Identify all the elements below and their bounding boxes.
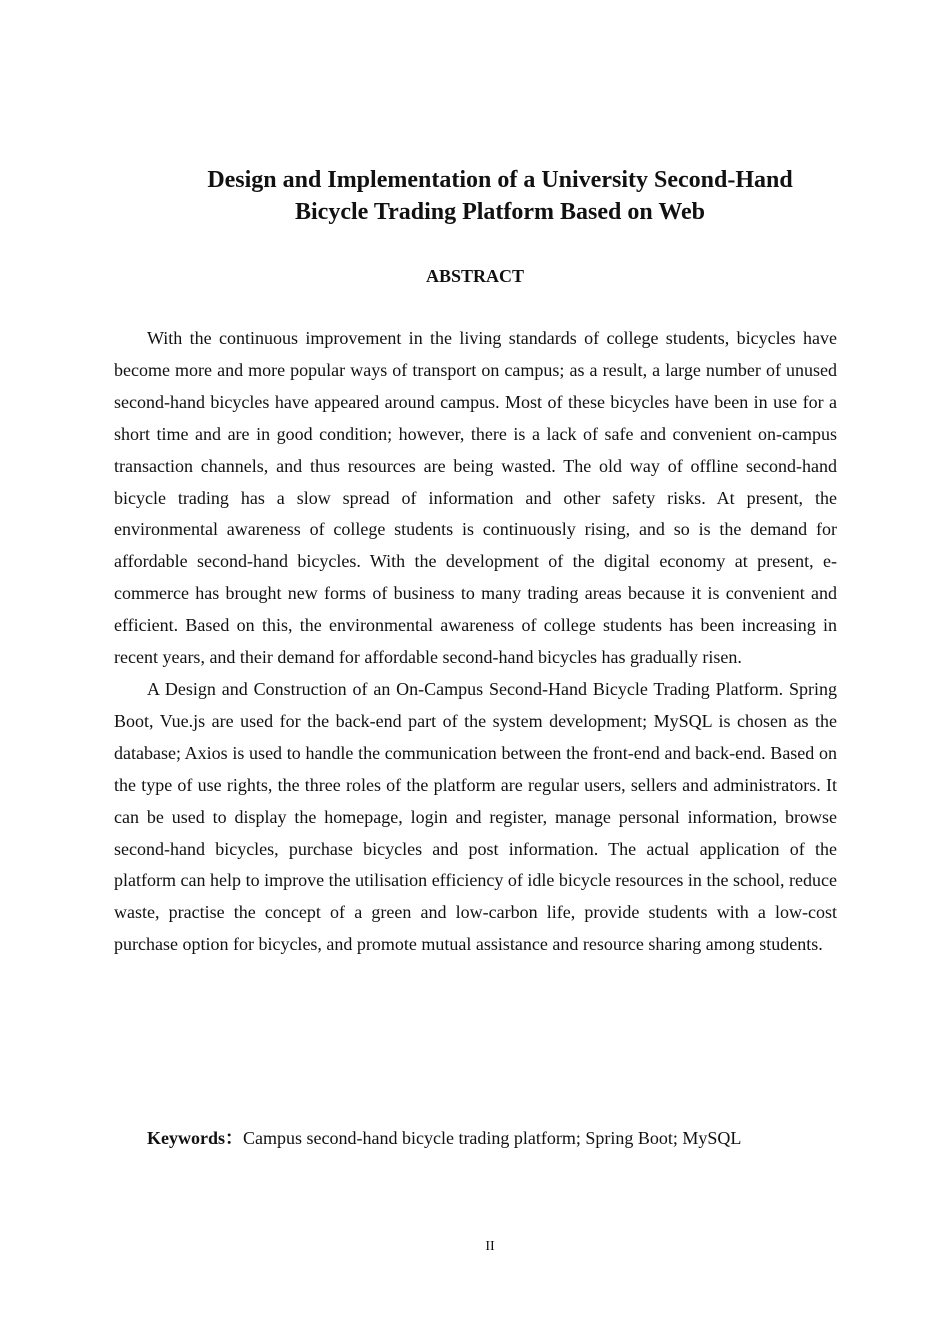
keywords-line <box>147 1124 847 1152</box>
abstract-paragraph-2: A Design and Construction of an On-Campus Second-Hand Bicycle Trading Platform. Spring Boot, Vue.js are used for the back-end part of the system development; MySQL is chosen as the database; Axios is used to handle the communication between the front-end and back-end. Based on the type of use rights, the three roles of the platform are regular users, sellers and administrators. It can be used to display the homepage, login and register, manage personal information, browse second-hand bicycles, purchase bicycles and post information. The actual application of the platform can help to improve the utilisation efficiency of idle bicycle resources in the school, reduce waste, practise the concept of a green and low-carbon life, provide students with a low-cost purchase option for bicycles, and promote mutual assistance and resource sharing among students. <box>114 678 837 955</box>
keywords-text: Campus second-hand bicycle trading platform; Spring Boot; MySQL <box>243 1128 742 1148</box>
abstract-paragraph-1: With the continuous improvement in the living standards of college students, bicycles have become more and more popular ways of transport on campus; as a result, a large number of unused second-hand bicycles have appeared around campus. Most of these bicycles have been in use for a short time and are in good condition; however, there is a lack of safe and convenient on-campus transaction channels, and thus resources are being wasted. The old way of offline second-hand bicycle trading has a slow spread of information and other safety risks. At present, the environmental awareness of college students is continuously rising, and so is the demand for affordable second-hand bicycles. With the development of the digital economy at present, e-commerce has brought new forms of business to many trading areas because it is convenient and efficient. Based on this, the environmental awareness of college students has been increasing in recent years, and their demand for affordable second-hand bicycles has gradually risen. <box>114 328 837 668</box>
paper-title-line-2: Bicycle Trading Platform Based on Web <box>294 199 705 225</box>
paper-title-line-1: Design and Implementation of a University Second-Hand <box>207 167 793 193</box>
keywords-label: Keywords： <box>147 1128 243 1148</box>
page-number: II <box>485 1239 495 1254</box>
abstract-body <box>114 323 837 961</box>
paper-title <box>150 164 850 228</box>
abstract-heading: ABSTRACT <box>425 266 525 286</box>
